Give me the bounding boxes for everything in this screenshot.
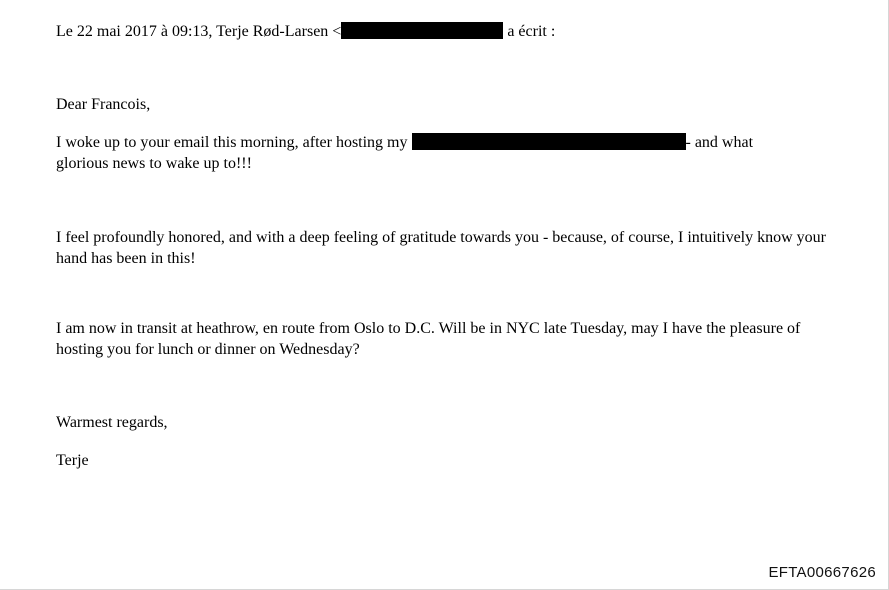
paragraph-1-start: I woke up to your email this morning, after hosting my xyxy=(56,134,408,151)
document-id: EFTA00667626 xyxy=(768,564,876,581)
closing: Warmest regards, xyxy=(56,414,168,431)
redacted-text-block xyxy=(412,133,686,150)
email-header-suffix: a écrit : xyxy=(507,23,556,40)
greeting: Dear Francois, xyxy=(56,96,151,113)
paragraph-1-after-redaction: - and what xyxy=(685,134,754,151)
paragraph-2: I feel profoundly honored, and with a deep feeling of gratitude towards you - because, of course, I intuitively know your hand has been in this! xyxy=(56,229,826,267)
paragraph-1-line-1 xyxy=(56,132,753,153)
paragraph-1-line-2: glorious news to wake up to!!! xyxy=(56,155,252,172)
redacted-email-address xyxy=(341,22,503,39)
email-header-prefix: Le 22 mai 2017 à 09:13, Terje Rød-Larsen < xyxy=(56,23,342,40)
paragraph-3: I am now in transit at heathrow, en route from Oslo to D.C. Will be in NYC late Tuesday, may I have the pleasure of hosting you for lunch or dinner on Wednesday? xyxy=(56,320,801,358)
signature: Terje xyxy=(56,452,89,469)
email-header-line xyxy=(56,21,555,42)
